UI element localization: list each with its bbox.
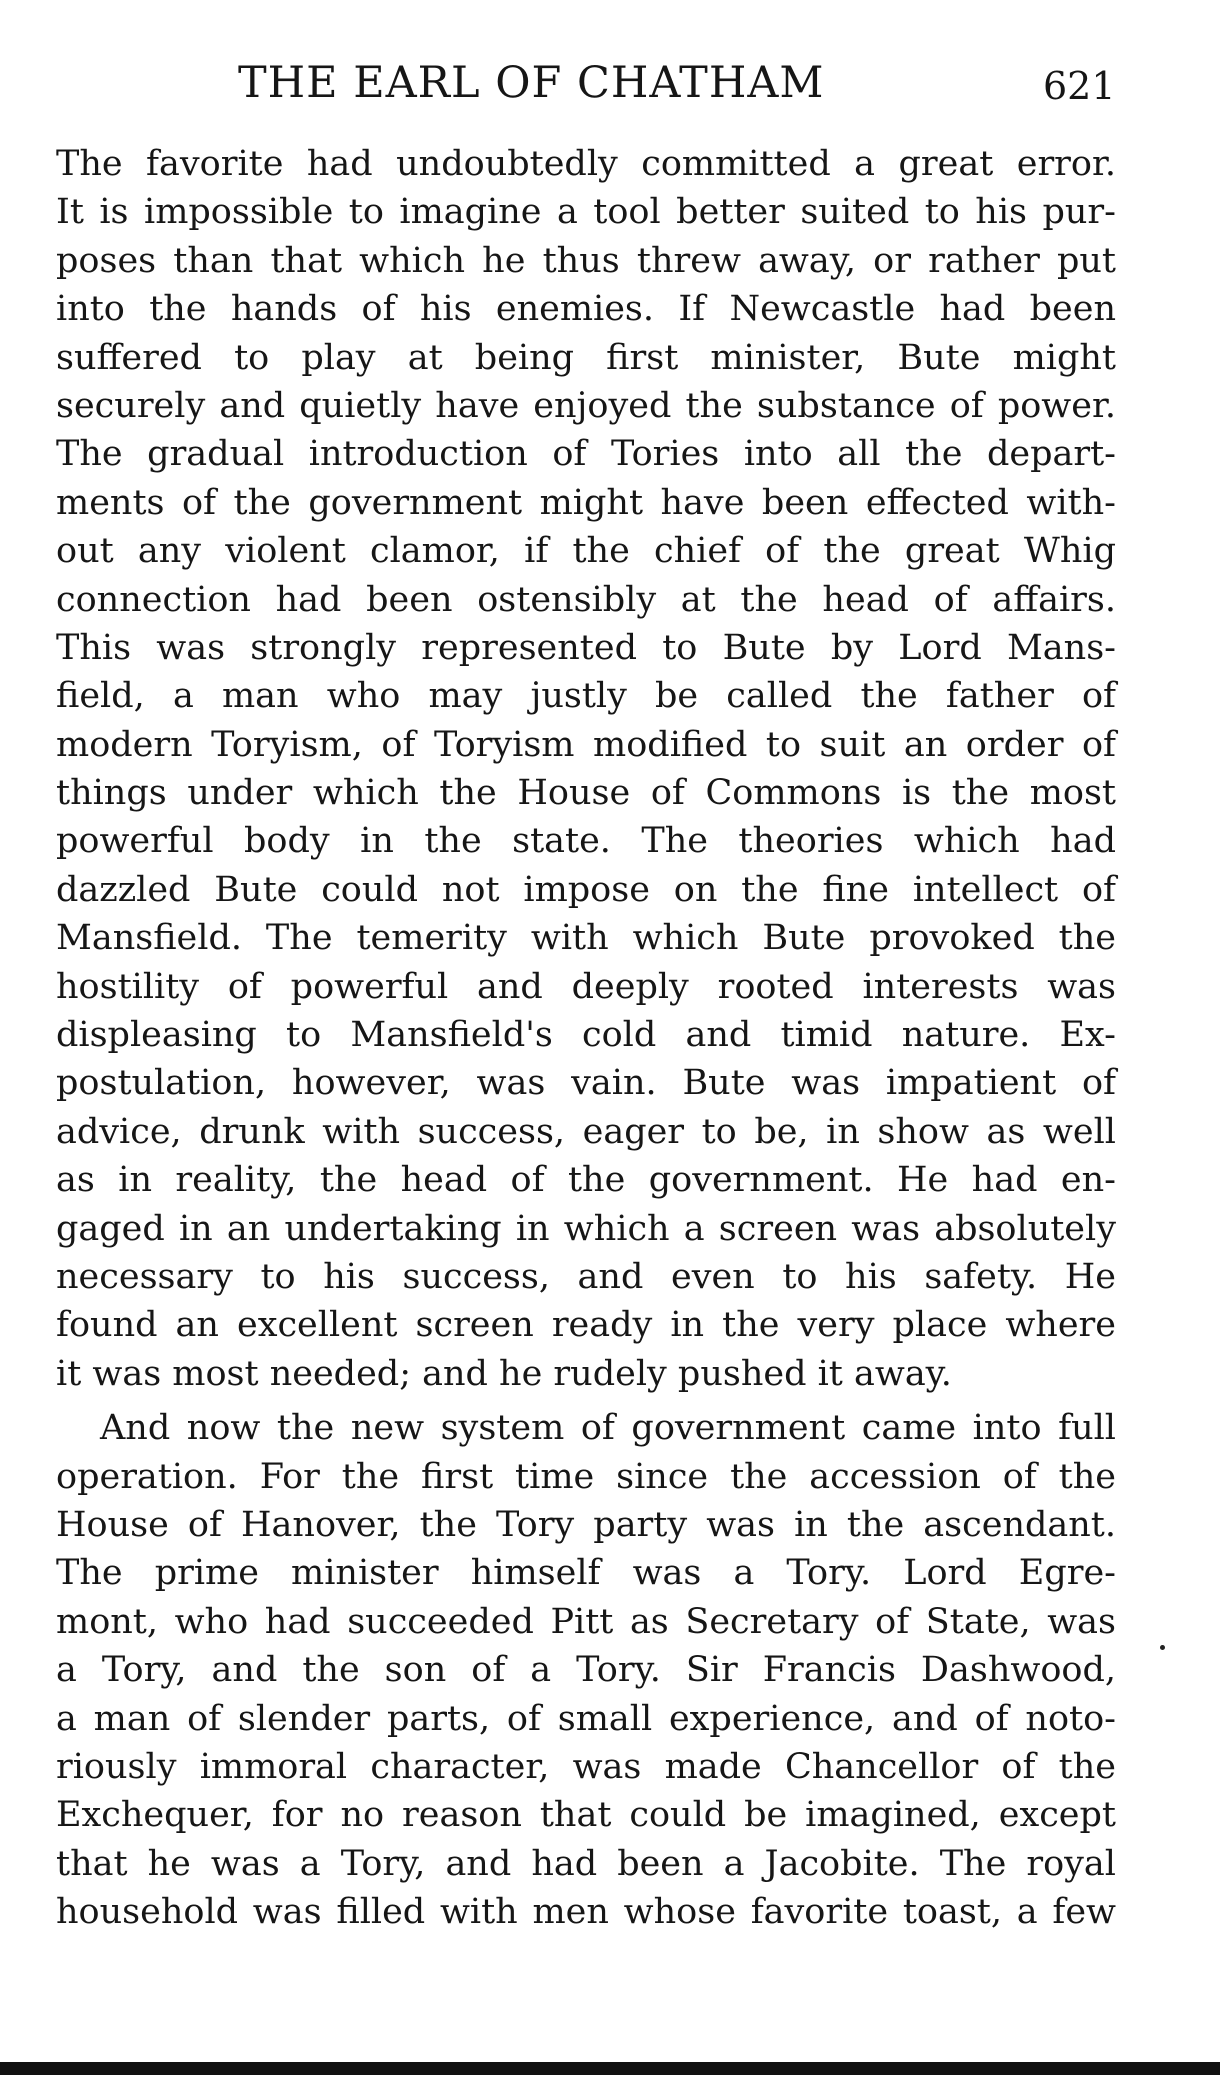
text-line: necessary to his success, and even to his safety. He — [56, 1256, 1116, 1297]
bottom-edge-rule — [0, 2062, 1220, 2075]
text-line: suffered to play at being first minister, Bute might — [56, 337, 1116, 378]
text-line: This was strongly represented to Bute by Lord Mans- — [56, 627, 1116, 668]
text-line: The prime minister himself was a Tory. Lord Egre- — [56, 1553, 1116, 1594]
text-line: displeasing to Mansfield's cold and timid nature. Ex- — [56, 1015, 1116, 1056]
paragraph-1 — [56, 140, 1116, 1398]
text-line: powerful body in the state. The theories which had — [56, 821, 1116, 862]
text-line: connection had been ostensibly at the head of affairs. — [56, 579, 1116, 620]
text-line: ments of the government might have been effected with- — [56, 482, 1116, 523]
paragraph-2 — [56, 1404, 1116, 1936]
text-line: poses than that which he thus threw away, or rather put — [56, 240, 1116, 281]
ink-speck — [1160, 1645, 1165, 1650]
text-line: riously immoral character, was made Chancellor of the — [56, 1746, 1116, 1787]
text-line: mont, who had succeeded Pitt as Secretary of State, was — [56, 1601, 1116, 1642]
text-line: a Tory, and the son of a Tory. Sir Francis Dashwood, — [56, 1650, 1116, 1691]
text-line: dazzled Bute could not impose on the fine intellect of — [56, 869, 1116, 910]
text-line: The favorite had undoubtedly committed a great error. — [56, 144, 1116, 184]
text-line: securely and quietly have enjoyed the substance of power. — [56, 385, 1116, 426]
running-title: THE EARL OF CHATHAM — [238, 58, 825, 108]
text-line: The gradual introduction of Tories into all the depart- — [56, 434, 1116, 475]
text-line: House of Hanover, the Tory party was in the ascendant. — [56, 1504, 1116, 1545]
text-line: out any violent clamor, if the chief of the great Whig — [56, 531, 1116, 572]
text-line: And now the new system of government came into full — [100, 1408, 1116, 1449]
text-line: into the hands of his enemies. If Newcastle had been — [56, 289, 1116, 330]
text-line: it was most needed; and he rudely pushed it away. — [56, 1353, 952, 1394]
text-line: modern Toryism, of Toryism modified to suit an order of — [56, 724, 1116, 765]
text-line: field, a man who may justly be called the father of — [56, 676, 1116, 717]
text-line: household was filled with men whose favorite toast, a few — [56, 1892, 1116, 1933]
text-line: that he was a Tory, and had been a Jacobite. The royal — [56, 1843, 1116, 1884]
text-line: advice, drunk with success, eager to be, in show as well — [56, 1111, 1116, 1152]
text-line: things under which the House of Commons is the most — [56, 773, 1116, 814]
text-line: hostility of powerful and deeply rooted interests was — [56, 966, 1116, 1007]
text-line: found an excellent screen ready in the very place where — [56, 1305, 1116, 1346]
text-line: Exchequer, for no reason that could be imagined, except — [56, 1795, 1116, 1836]
text-line: as in reality, the head of the government. He had en- — [56, 1160, 1116, 1201]
text-line: gaged in an undertaking in which a screen was absolutely — [56, 1208, 1116, 1249]
page-number: 621 — [1043, 64, 1116, 108]
text-line: Mansfield. The temerity with which Bute provoked the — [56, 918, 1116, 959]
text-line: operation. For the first time since the accession of the — [56, 1456, 1116, 1497]
text-line: a man of slender parts, of small experience, and of noto- — [56, 1698, 1116, 1739]
text-line: It is impossible to imagine a tool better suited to his pur- — [56, 192, 1116, 233]
text-line: postulation, however, was vain. Bute was impatient of — [56, 1063, 1116, 1104]
page-header — [0, 58, 1220, 118]
body-text — [56, 140, 1116, 1936]
